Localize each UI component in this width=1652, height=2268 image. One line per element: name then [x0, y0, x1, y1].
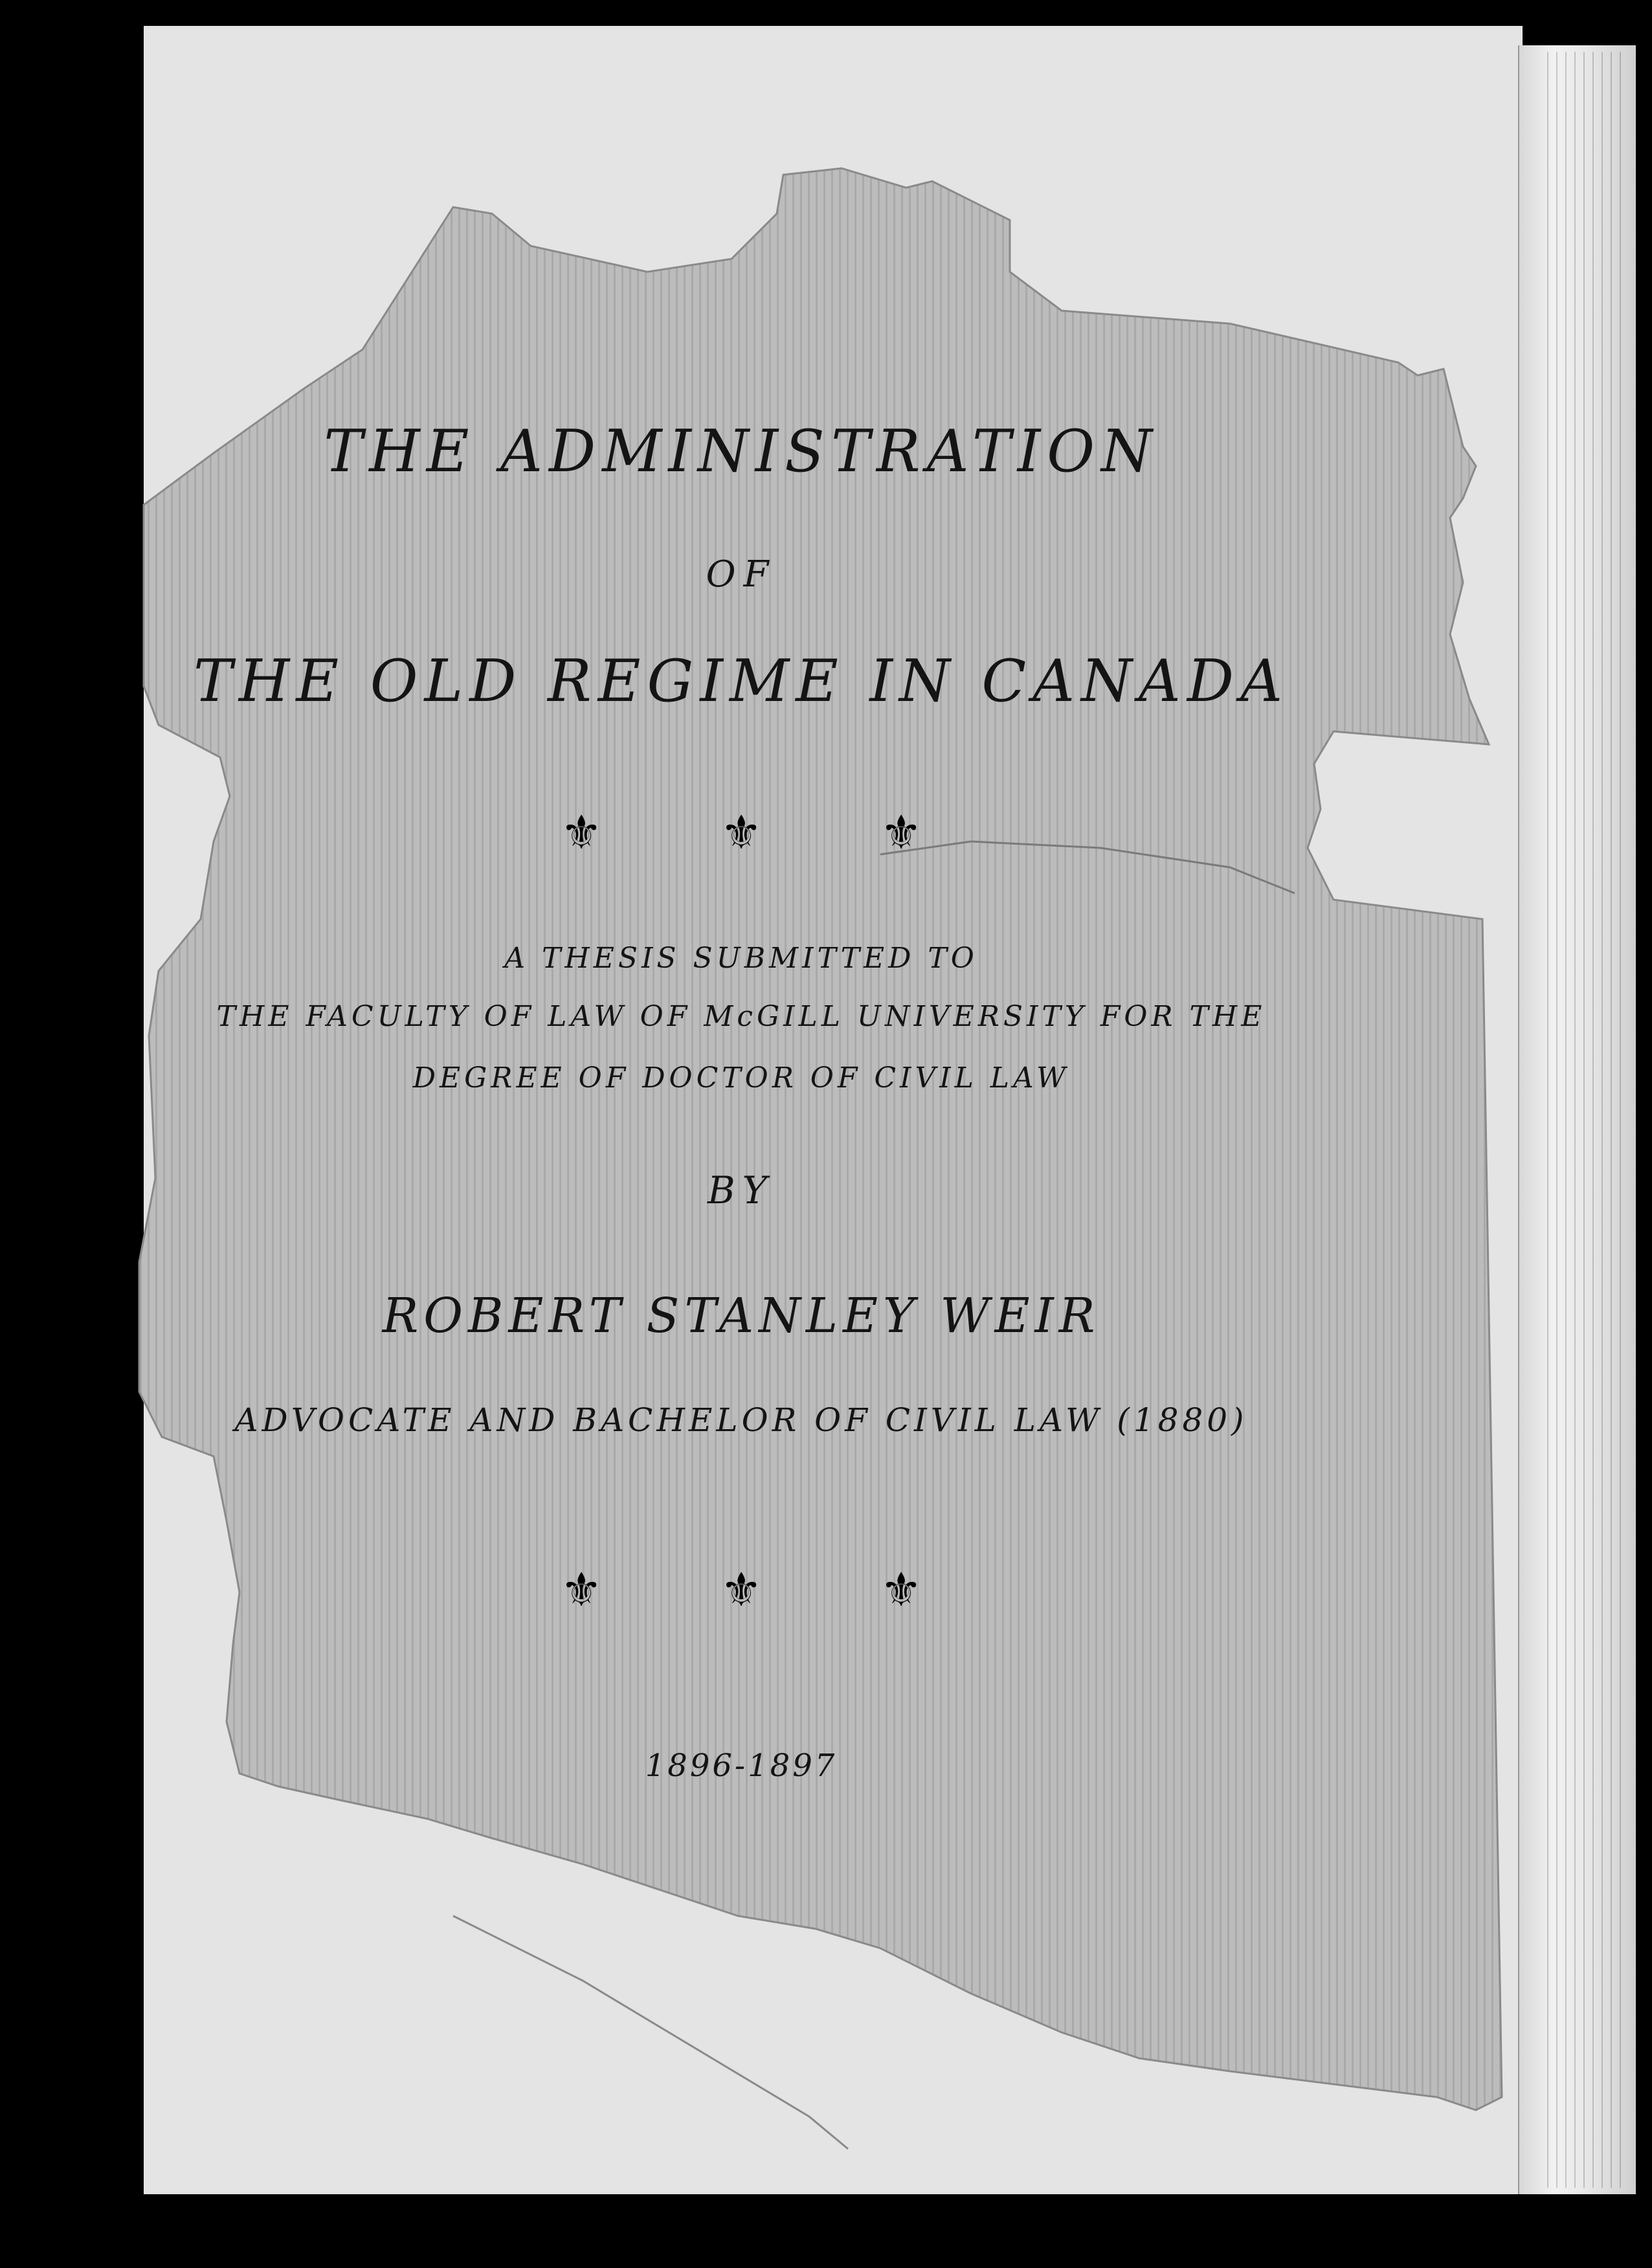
- fleur-de-lis-icon: ⚜: [880, 805, 922, 860]
- document-title: THE ADMINISTRATION: [324, 417, 1159, 485]
- thesis-statement-line-1: A THESIS SUBMITTED TO: [504, 942, 978, 975]
- fleur-de-lis-icon: ⚜: [880, 1562, 922, 1617]
- fleur-de-lis-icon: ⚜: [720, 805, 763, 860]
- thesis-statement-line-2: THE FACULTY OF LAW OF McGILL UNIVERSITY FOR THE: [216, 1000, 1266, 1033]
- title-connector: OF: [706, 553, 777, 595]
- fleur-de-lis-icon: ⚜: [560, 1562, 603, 1617]
- document-subtitle: THE OLD REGIME IN CANADA: [193, 647, 1289, 715]
- author-name: ROBERT STANLEY WEIR: [382, 1288, 1100, 1344]
- fleur-de-lis-icon: ⚜: [720, 1562, 763, 1617]
- thesis-statement-line-3: DEGREE OF DOCTOR OF CIVIL LAW: [412, 1062, 1070, 1095]
- fleur-de-lis-icon: ⚜: [560, 805, 603, 860]
- by-line: BY: [708, 1168, 775, 1212]
- academic-years: 1896-1897: [645, 1748, 838, 1784]
- ornament-row-top: [0, 806, 1482, 859]
- ornament-row-bottom: [0, 1563, 1482, 1616]
- author-credentials: ADVOCATE AND BACHELOR OF CIVIL LAW (1880): [234, 1401, 1248, 1439]
